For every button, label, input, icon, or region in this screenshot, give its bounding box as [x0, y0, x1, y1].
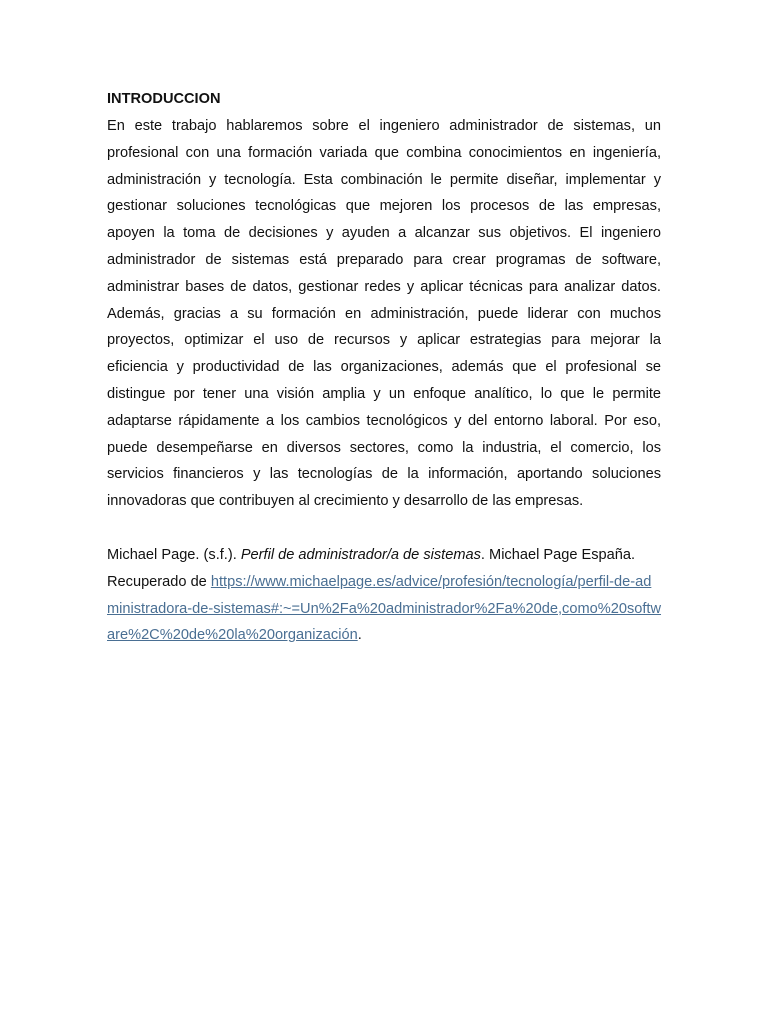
reference-link[interactable]: https://www.michaelpage.es/advice/profesión/tecnología/perfil-de-administradora-de-sistemas#:~=Un%2Fa%20administrador%2Fa%20de,como%20software%2C%20de%20la%20organización: [107, 573, 662, 644]
reference-entry: [107, 542, 661, 649]
reference-author: Michael Page. (s.f.).: [107, 546, 241, 563]
document-heading: INTRODUCCION: [107, 91, 221, 107]
reference-end-period: .: [357, 627, 362, 644]
reference-title: Perfil de administrador/a de sistemas: [240, 546, 481, 563]
reference-retrieved-prefix: Recuperado de: [107, 573, 211, 590]
reference-publisher: . Michael Page España.: [480, 546, 636, 563]
introduction-paragraph: En este trabajo hablaremos sobre el ingeniero administrador de sistemas, un profesional con una formación variada que combina conocimientos en ingeniería, administración y tecnología. Esta combinación le permite diseñar, implementar y gestionar soluciones tecnológicas que mejoren los procesos de las empresas, apoyen la toma de decisiones y ayuden a alcanzar sus objetivos. El ingeniero administrador de sistemas está preparado para crear programas de software, administrar bases de datos, gestionar redes y aplicar técnicas para analizar datos. Además, gracias a su formación en administración, puede liderar con muchos proyectos, optimizar el uso de recursos y aplicar estrategias para mejorar la eficiencia y productividad de las organizaciones, además que el profesional se distingue por tener una visión amplia y un enfoque analítico, lo que le permite adaptarse rápidamente a los cambios tecnológicos y del entorno laboral. Por eso, puede desempeñarse en diversos sectores, como la industria, el comercio, los servicios financieros y las tecnologías de la información, aportando soluciones innovadoras que contribuyen al crecimiento y desarrollo de las empresas.: [107, 118, 661, 510]
document-page: [107, 86, 661, 649]
